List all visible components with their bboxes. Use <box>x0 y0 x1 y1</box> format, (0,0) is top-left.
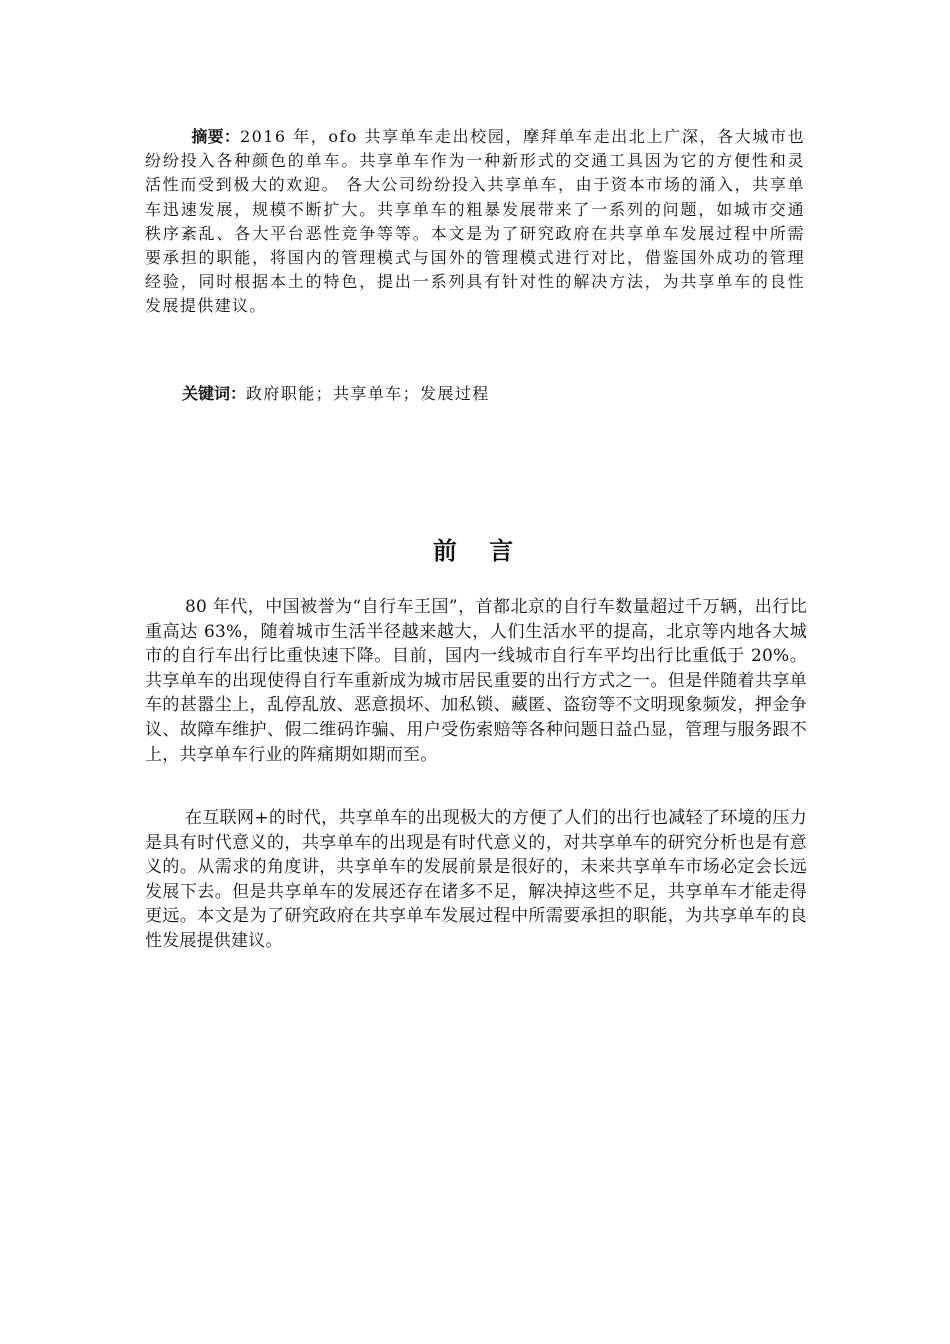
abstract-text: 2016 年，ofo 共享单车走出校园，摩拜单车走出北上广深，各大城市也纷纷投入各种颜色的单车。共享单车作为一种新形式的交通工具因为它的方便性和灵活性而受到极大的欢迎。 各大公司纷纷投入共享单车，由于资本市场的涌入，共享单车迅速发展，规模不断扩大。共享单车的粗暴发展带来了一系列的问题，如城市交通秩序紊乱、各大平台恶性竞争等等。本文是为了研究政府在共享单车发展过程中所需要承担的职能，将国内的管理模式与国外的管理模式进行对比，借鉴国外成功的管理经验，同时根据本土的特色，提出一系列具有针对性的解决方法，为共享单车的良性发展提供建议。 <box>145 127 805 316</box>
body-paragraph: 在互联网+的时代，共享单车的出现极大的方便了人们的出行也减轻了环境的压力是具有时代意义的，共享单车的出现是有时代意义的，对共享单车的研究分析也是有意义的。从需求的角度讲，共享单车的发展前景是很好的，未来共享单车市场必定会长远发展下去。但是共享单车的发展还存在诸多不足，解决掉这些不足，共享单车才能走得更远。本文是为了研究政府在共享单车发展过程中所需要承担的职能，为共享单车的良性发展提供建议。 <box>145 808 807 951</box>
abstract-paragraph <box>145 125 805 319</box>
keywords-line <box>182 382 490 406</box>
body-paragraph: 80 年代，中国被誉为“自行车王国”，首都北京的自行车数量超过千万辆，出行比重高达 63%，随着城市生活半径越来越大，人们生活水平的提高，北京等内地各大城市的自行车出行比重快速下降。目前，国内一线城市自行车平均出行比重低于 20%。共享单车的出现使得自行车重新成为城市居民重要的出行方式之一。但是伴随着共享单车的甚嚣尘上，乱停乱放、恶意损坏、加私锁、藏匿、盗窃等不文明现象频发，押金争议、故障车维护、假二维码诈骗、用户受伤索赔等各种问题日益凸显，管理与服务跟不上，共享单车行业的阵痛期如期而至。 <box>145 597 807 765</box>
keywords-label: 关键词： <box>182 384 247 403</box>
section-title: 前 言 <box>432 537 526 565</box>
abstract-label: 摘要： <box>191 127 241 146</box>
keywords-text: 政府职能；共享单车；发展过程 <box>246 384 490 403</box>
